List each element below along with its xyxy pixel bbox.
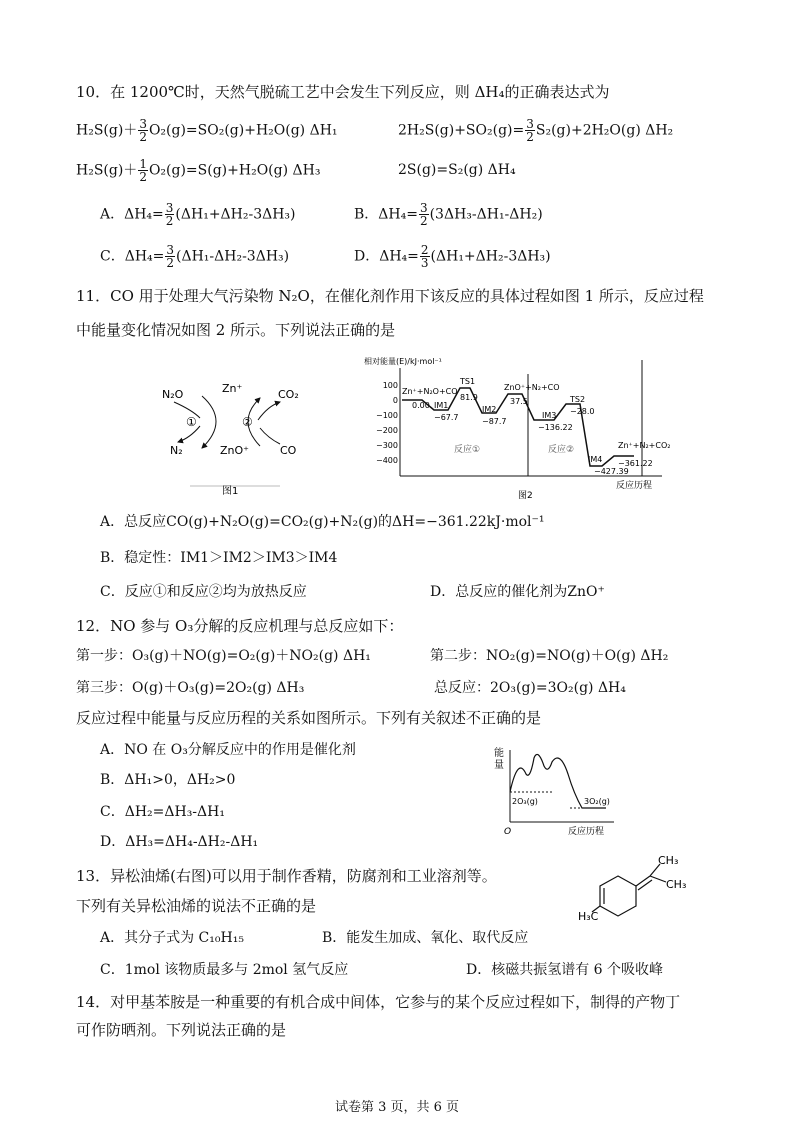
q11-figure1-cycle xyxy=(150,376,320,496)
page-footer: 试卷第 3 页，共 6 页 xyxy=(334,1100,460,1115)
zno-plus-label: ZnO⁺ xyxy=(220,444,249,457)
ylabel-part2: 量 xyxy=(494,760,504,771)
q11-stem-line2: 中能量变化情况如图 2 所示。下列说法正确的是 xyxy=(76,321,396,339)
end-label: 3O₂(g) xyxy=(584,797,610,806)
step1-label: ① xyxy=(186,415,197,429)
q10-eq1: H₂S(g)＋ $\frac{3}{2}$ O₂(g)=SO₂(g)+H₂O(g) ΔH₁ xyxy=(76,117,338,144)
point-value: −361.22 xyxy=(618,459,653,468)
point-label: TS2 xyxy=(570,395,586,404)
point-value: −28.0 xyxy=(570,407,595,416)
point-value: −87.7 xyxy=(482,417,507,426)
q12-step2: 第二步：NO₂(g)=NO(g)＋O(g) ΔH₂ xyxy=(430,648,669,664)
q10-option-b[interactable]: B．ΔH₄= $\frac{3}{2}$ (3ΔH₃-ΔH₁-ΔH₂) xyxy=(354,201,543,228)
figure1-caption: 图1 xyxy=(222,486,239,496)
q12-option-a[interactable]: A．NO 在 O₃分解反应中的作用是催化剂 xyxy=(100,742,356,758)
point-label: TS1 xyxy=(460,377,476,386)
q13-option-d[interactable]: D．核磁共振氢谱有 6 个吸收峰 xyxy=(466,962,664,978)
region2-label: 反应② xyxy=(548,445,575,455)
q12-stem2: 反应过程中能量与反应历程的关系如图所示。下列有关叙述不正确的是 xyxy=(76,709,542,727)
point-value: 0.00 xyxy=(412,401,430,410)
q10-stem: 10．在 1200℃时，天然气脱硫工艺中会发生下列反应，则 ΔH₄的正确表达式为 xyxy=(76,83,610,101)
q10-eq3: H₂S(g)＋ $\frac{1}{2}$ O₂(g)=S(g)+H₂O(g) ΔH₃ xyxy=(76,157,321,184)
q14-stem-line1: 14．对甲基苯胺是一种重要的有机合成中间体，它参与的某个反应过程如下，制得的产物丁 xyxy=(76,993,681,1011)
q10-option-d[interactable]: D．ΔH₄= $\frac{2}{3}$ (ΔH₁+ΔH₂-3ΔH₃) xyxy=(354,243,551,270)
step2-label: ② xyxy=(242,415,253,429)
ch3-top-label: CH₃ xyxy=(658,854,679,867)
ytick: −200 xyxy=(376,426,398,435)
ytick: −400 xyxy=(376,456,398,465)
xlabel: 反应历程 xyxy=(568,827,605,836)
point-label: IM2 xyxy=(482,405,497,414)
q12-step3: 第三步：O(g)＋O₃(g)=2O₂(g) ΔH₃ xyxy=(76,680,305,696)
n2-label: N₂ xyxy=(170,444,183,457)
ch3-right-label: CH₃ xyxy=(666,878,687,891)
q11-option-a[interactable]: A．总反应CO(g)+N₂O(g)=CO₂(g)+N₂(g)的ΔH=−361.22kJ·mol⁻¹ xyxy=(100,514,545,530)
ytick: 0 xyxy=(392,396,398,405)
q10-eq4: 2S(g)=S₂(g) ΔH₄ xyxy=(398,162,516,178)
point-label: IM3 xyxy=(542,411,557,420)
start-label: 2O₃(g) xyxy=(512,797,538,806)
point-label: Zn⁺+N₂+CO₂ xyxy=(618,441,671,450)
point-label: ZnO⁺+N₂+CO xyxy=(504,383,560,392)
point-value: −427.39 xyxy=(594,467,629,476)
q12-option-d[interactable]: D．ΔH₃=ΔH₄-ΔH₂-ΔH₁ xyxy=(100,834,259,850)
point-label: IM4 xyxy=(588,455,603,464)
q13-option-a[interactable]: A．其分子式为 C₁₀H₁₅ xyxy=(100,930,244,946)
point-value: 81.9 xyxy=(460,393,478,402)
q11-option-d[interactable]: D．总反应的催化剂为ZnO⁺ xyxy=(430,584,605,600)
figure2-yticks xyxy=(376,381,398,465)
co-label: CO xyxy=(280,444,297,457)
q10-eq2: 2H₂S(g)+SO₂(g)= $\frac{3}{2}$ S₂(g)+2H₂O(g) ΔH₂ xyxy=(398,117,674,144)
q12-option-b[interactable]: B．ΔH₁>0，ΔH₂>0 xyxy=(100,772,236,788)
point-label: IM1 xyxy=(434,401,449,410)
q11-option-b[interactable]: B．稳定性：IM1＞IM2＞IM3＞IM4 xyxy=(100,550,338,566)
q13-stem-line1: 13．异松油烯(右图)可以用于制作香精，防腐剂和工业溶剂等。 xyxy=(76,867,497,885)
q12-energy-figure xyxy=(490,744,620,836)
co2-label: CO₂ xyxy=(278,388,299,401)
figure2-ylabel: 相对能量(E)/kJ·mol⁻¹ xyxy=(364,357,442,366)
ytick: 100 xyxy=(382,381,398,390)
h3c-label: H₃C xyxy=(578,910,599,923)
q11-figure2-energy-profile xyxy=(362,354,676,500)
n2o-label: N₂O xyxy=(162,388,184,401)
q12-option-c[interactable]: C．ΔH₂=ΔH₃-ΔH₁ xyxy=(100,804,225,820)
point-label: Zn⁺+N₂O+CO xyxy=(402,387,458,396)
q13-stem-line2: 下列有关异松油烯的说法不正确的是 xyxy=(76,897,317,915)
point-value: −136.22 xyxy=(538,423,573,432)
region1-label: 反应① xyxy=(454,445,481,455)
ytick: −100 xyxy=(376,411,398,420)
q11-stem-line1: 11．CO 用于处理大气污染物 N₂O，在催化剂作用下该反应的具体过程如图 1 所示，反应过程 xyxy=(76,287,704,305)
ytick: −300 xyxy=(376,441,398,450)
figure2-caption: 图2 xyxy=(518,491,533,500)
origin-label: O xyxy=(504,827,512,836)
q11-option-c[interactable]: C．反应①和反应②均为放热反应 xyxy=(100,584,307,600)
ylabel-part1: 能 xyxy=(494,748,504,759)
figure2-xlabel: 反应历程 xyxy=(616,481,653,491)
q10-option-a[interactable]: A．ΔH₄= $\frac{3}{2}$ (ΔH₁+ΔH₂-3ΔH₃) xyxy=(100,201,296,228)
q13-option-c[interactable]: C．1mol 该物质最多与 2mol 氢气反应 xyxy=(100,962,349,978)
q12-stem: 12．NO 参与 O₃分解的反应机理与总反应如下： xyxy=(76,617,404,635)
q13-terpinolene-structure xyxy=(578,850,688,930)
zn-plus-label: Zn⁺ xyxy=(222,382,243,395)
q12-total: 总反应：2O₃(g)=3O₂(g) ΔH₄ xyxy=(434,680,626,696)
q10-option-c[interactable]: C．ΔH₄= $\frac{3}{2}$ (ΔH₁-ΔH₂-3ΔH₃) xyxy=(100,243,290,270)
q14-stem-line2: 可作防晒剂。下列说法正确的是 xyxy=(76,1021,287,1039)
point-value: 37.5 xyxy=(510,397,528,406)
q12-step1: 第一步：O₃(g)＋NO(g)=O₂(g)＋NO₂(g) ΔH₁ xyxy=(76,648,371,664)
point-value: −67.7 xyxy=(434,413,459,422)
q13-option-b[interactable]: B．能发生加成、氧化、取代反应 xyxy=(322,930,529,946)
